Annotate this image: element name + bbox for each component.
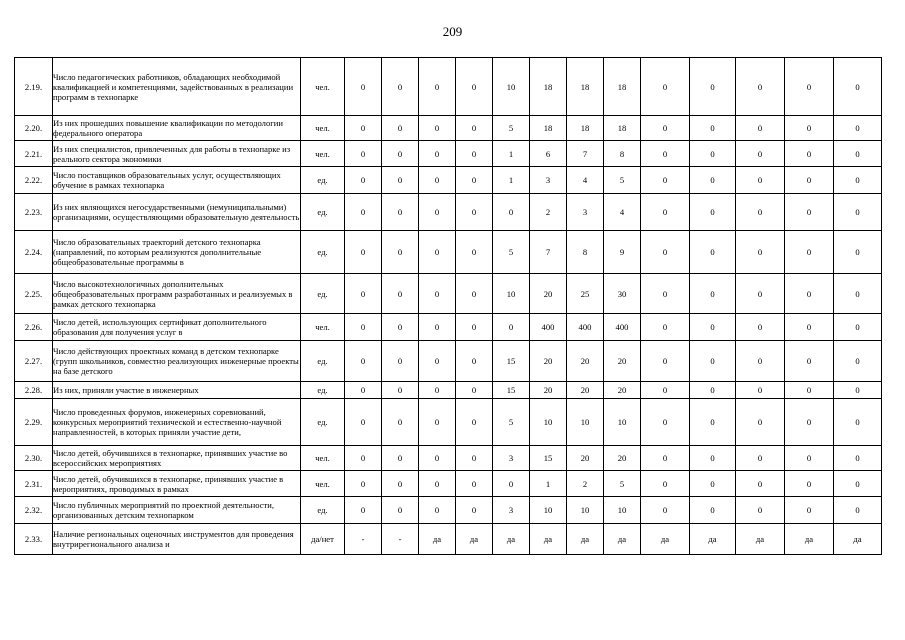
value-cell: 400 xyxy=(604,314,641,341)
unit-cell: ед. xyxy=(301,231,345,274)
value-cell: 0 xyxy=(382,274,419,314)
value-cell: 0 xyxy=(345,341,382,382)
value-cell: - xyxy=(345,524,382,555)
value-cell: 20 xyxy=(604,446,641,471)
value-cell: 0 xyxy=(641,399,690,446)
indicator-name: Число детей, обучившихся в технопарке, принявших участие во всероссийских мероприятиях xyxy=(53,446,301,471)
value-cell: 0 xyxy=(834,194,882,231)
value-cell: 18 xyxy=(567,58,604,116)
indicator-name: Из них, приняли участие в инженерных xyxy=(53,382,301,399)
value-cell: 0 xyxy=(834,58,882,116)
value-cell: 0 xyxy=(736,446,785,471)
value-cell: 0 xyxy=(785,382,834,399)
row-number: 2.20. xyxy=(15,116,53,141)
row-number: 2.28. xyxy=(15,382,53,399)
row-number: 2.24. xyxy=(15,231,53,274)
value-cell: да xyxy=(690,524,736,555)
value-cell: 0 xyxy=(382,231,419,274)
value-cell: 0 xyxy=(456,194,493,231)
value-cell: 0 xyxy=(785,116,834,141)
value-cell: да xyxy=(567,524,604,555)
value-cell: 0 xyxy=(736,399,785,446)
value-cell: 1 xyxy=(493,141,530,167)
value-cell: 0 xyxy=(382,314,419,341)
value-cell: 0 xyxy=(419,382,456,399)
unit-cell: ед. xyxy=(301,194,345,231)
value-cell: 0 xyxy=(736,58,785,116)
value-cell: 20 xyxy=(604,341,641,382)
value-cell: да xyxy=(641,524,690,555)
indicator-name: Число поставщиков образовательных услуг, осуществляющих обучение в рамках технопарка xyxy=(53,167,301,194)
row-number: 2.26. xyxy=(15,314,53,341)
unit-cell: чел. xyxy=(301,58,345,116)
value-cell: 2 xyxy=(530,194,567,231)
value-cell: 0 xyxy=(690,231,736,274)
value-cell: 0 xyxy=(456,446,493,471)
value-cell: 5 xyxy=(493,116,530,141)
value-cell: 0 xyxy=(690,382,736,399)
value-cell: 0 xyxy=(785,194,834,231)
value-cell: 0 xyxy=(382,341,419,382)
value-cell: 0 xyxy=(382,471,419,497)
value-cell: 18 xyxy=(530,116,567,141)
value-cell: 3 xyxy=(530,167,567,194)
value-cell: 0 xyxy=(785,497,834,524)
row-number: 2.33. xyxy=(15,524,53,555)
value-cell: да xyxy=(785,524,834,555)
value-cell: 20 xyxy=(567,341,604,382)
value-cell: 20 xyxy=(567,446,604,471)
table-row xyxy=(15,471,882,497)
value-cell: 0 xyxy=(736,314,785,341)
value-cell: 0 xyxy=(690,167,736,194)
unit-cell: чел. xyxy=(301,116,345,141)
value-cell: 10 xyxy=(604,497,641,524)
value-cell: 0 xyxy=(419,314,456,341)
value-cell: 0 xyxy=(641,116,690,141)
value-cell: 0 xyxy=(834,471,882,497)
value-cell: 6 xyxy=(530,141,567,167)
value-cell: 0 xyxy=(456,274,493,314)
unit-cell: ед. xyxy=(301,274,345,314)
value-cell: 0 xyxy=(345,446,382,471)
indicator-name: Из них специалистов, привлеченных для работы в технопарке из реального сектора экономики xyxy=(53,141,301,167)
value-cell: 0 xyxy=(690,497,736,524)
page-number: 209 xyxy=(442,24,463,39)
value-cell: 400 xyxy=(530,314,567,341)
value-cell: 0 xyxy=(456,116,493,141)
value-cell: 0 xyxy=(419,399,456,446)
indicator-name: Число публичных мероприятий по проектной деятельности, организованных детским технопарком xyxy=(53,497,301,524)
value-cell: 0 xyxy=(736,141,785,167)
value-cell: 0 xyxy=(456,471,493,497)
value-cell: 30 xyxy=(604,274,641,314)
value-cell: 0 xyxy=(690,58,736,116)
value-cell: 0 xyxy=(690,446,736,471)
table-row xyxy=(15,314,882,341)
table-row xyxy=(15,167,882,194)
value-cell: 0 xyxy=(834,116,882,141)
value-cell: 0 xyxy=(419,341,456,382)
value-cell: 0 xyxy=(834,446,882,471)
value-cell: 0 xyxy=(456,399,493,446)
value-cell: 0 xyxy=(419,231,456,274)
table-row xyxy=(15,194,882,231)
value-cell: 0 xyxy=(785,471,834,497)
value-cell: 0 xyxy=(345,382,382,399)
table-row xyxy=(15,231,882,274)
value-cell: 5 xyxy=(493,399,530,446)
value-cell: 0 xyxy=(736,194,785,231)
value-cell: 0 xyxy=(382,167,419,194)
value-cell: 0 xyxy=(834,141,882,167)
indicator-name: Число действующих проектных команд в детском технопарке (групп школьников, совместно реализующих инженерные проекты на базе детского xyxy=(53,341,301,382)
value-cell: 0 xyxy=(736,231,785,274)
value-cell: 0 xyxy=(419,497,456,524)
value-cell: 10 xyxy=(493,58,530,116)
indicator-name: Число образовательных траекторий детского технопарка (направлений, по которым реализуются дополнительные общеобразовательные программы в xyxy=(53,231,301,274)
value-cell: 1 xyxy=(530,471,567,497)
indicator-name: Число детей, обучившихся в технопарке, принявших участие в мероприятиях, проводимых в рамках xyxy=(53,471,301,497)
value-cell: 0 xyxy=(641,231,690,274)
value-cell: 15 xyxy=(530,446,567,471)
indicator-name: Из них являющихся негосударственными (немуниципальными) организациями, осуществляющими образовательную деятельность xyxy=(53,194,301,231)
value-cell: да xyxy=(736,524,785,555)
value-cell: 0 xyxy=(419,167,456,194)
value-cell: 0 xyxy=(382,399,419,446)
value-cell: да xyxy=(493,524,530,555)
value-cell: 0 xyxy=(834,231,882,274)
value-cell: 0 xyxy=(456,58,493,116)
value-cell: да xyxy=(456,524,493,555)
row-number: 2.27. xyxy=(15,341,53,382)
value-cell: 0 xyxy=(382,116,419,141)
value-cell: да xyxy=(530,524,567,555)
value-cell: 0 xyxy=(641,194,690,231)
row-number: 2.19. xyxy=(15,58,53,116)
value-cell: 0 xyxy=(345,314,382,341)
value-cell: 20 xyxy=(530,274,567,314)
row-number: 2.23. xyxy=(15,194,53,231)
value-cell: 15 xyxy=(493,382,530,399)
value-cell: да xyxy=(834,524,882,555)
value-cell: 0 xyxy=(456,231,493,274)
table-row xyxy=(15,446,882,471)
value-cell: 7 xyxy=(530,231,567,274)
value-cell: 0 xyxy=(690,274,736,314)
value-cell: 2 xyxy=(567,471,604,497)
value-cell: 0 xyxy=(456,141,493,167)
value-cell: 0 xyxy=(641,446,690,471)
value-cell: 3 xyxy=(567,194,604,231)
value-cell: 0 xyxy=(834,341,882,382)
indicator-name: Число педагогических работников, обладающих необходимой квалификацией и компетенциями, задействованных в реализации программ в технопарке xyxy=(53,58,301,116)
value-cell: 0 xyxy=(785,341,834,382)
value-cell: 0 xyxy=(785,446,834,471)
value-cell: 0 xyxy=(690,194,736,231)
unit-cell: да/нет xyxy=(301,524,345,555)
unit-cell: ед. xyxy=(301,382,345,399)
indicator-name: Число проведенных форумов, инженерных соревнований, конкурсных мероприятий технической и естественно-научной направленностей, в которых приняли участие дети, xyxy=(53,399,301,446)
value-cell: 10 xyxy=(493,274,530,314)
value-cell: 1 xyxy=(493,167,530,194)
value-cell: 0 xyxy=(382,141,419,167)
value-cell: 0 xyxy=(382,382,419,399)
value-cell: 0 xyxy=(419,116,456,141)
value-cell: 0 xyxy=(785,58,834,116)
value-cell: 0 xyxy=(690,341,736,382)
table-row xyxy=(15,341,882,382)
value-cell: 25 xyxy=(567,274,604,314)
value-cell: 0 xyxy=(456,167,493,194)
value-cell: да xyxy=(604,524,641,555)
value-cell: 0 xyxy=(834,274,882,314)
value-cell: 0 xyxy=(785,399,834,446)
row-number: 2.32. xyxy=(15,497,53,524)
value-cell: 0 xyxy=(345,167,382,194)
value-cell: 0 xyxy=(493,471,530,497)
value-cell: 18 xyxy=(530,58,567,116)
value-cell: 0 xyxy=(834,382,882,399)
value-cell: 0 xyxy=(456,497,493,524)
unit-cell: ед. xyxy=(301,497,345,524)
value-cell: 0 xyxy=(641,58,690,116)
value-cell: 0 xyxy=(345,399,382,446)
value-cell: 0 xyxy=(419,141,456,167)
unit-cell: чел. xyxy=(301,141,345,167)
table-row xyxy=(15,116,882,141)
value-cell: 0 xyxy=(641,382,690,399)
indicator-name: Наличие региональных оценочных инструментов для проведения внутрирегионального анализа и xyxy=(53,524,301,555)
indicators-table xyxy=(14,57,882,555)
value-cell: 9 xyxy=(604,231,641,274)
value-cell: 18 xyxy=(604,58,641,116)
value-cell: 0 xyxy=(345,471,382,497)
value-cell: 0 xyxy=(736,116,785,141)
value-cell: 0 xyxy=(785,167,834,194)
value-cell: 0 xyxy=(456,341,493,382)
row-number: 2.31. xyxy=(15,471,53,497)
value-cell: 0 xyxy=(690,314,736,341)
value-cell: 8 xyxy=(604,141,641,167)
value-cell: 0 xyxy=(736,167,785,194)
value-cell: 0 xyxy=(690,399,736,446)
value-cell: 0 xyxy=(345,141,382,167)
value-cell: 0 xyxy=(641,341,690,382)
value-cell: 0 xyxy=(834,314,882,341)
value-cell: 0 xyxy=(690,141,736,167)
value-cell: 0 xyxy=(382,194,419,231)
value-cell: 0 xyxy=(736,497,785,524)
value-cell: 20 xyxy=(604,382,641,399)
value-cell: 0 xyxy=(419,58,456,116)
value-cell: 0 xyxy=(736,471,785,497)
value-cell: 0 xyxy=(419,274,456,314)
unit-cell: чел. xyxy=(301,471,345,497)
value-cell: 0 xyxy=(641,314,690,341)
value-cell: 4 xyxy=(604,194,641,231)
value-cell: 0 xyxy=(834,497,882,524)
value-cell: 0 xyxy=(785,141,834,167)
value-cell: 0 xyxy=(419,446,456,471)
value-cell: 0 xyxy=(345,231,382,274)
value-cell: 0 xyxy=(382,497,419,524)
value-cell: 0 xyxy=(456,314,493,341)
value-cell: 3 xyxy=(493,497,530,524)
unit-cell: ед. xyxy=(301,399,345,446)
value-cell: 20 xyxy=(567,382,604,399)
value-cell: 0 xyxy=(345,194,382,231)
table-row xyxy=(15,141,882,167)
value-cell: 0 xyxy=(641,167,690,194)
value-cell: 0 xyxy=(785,314,834,341)
row-number: 2.30. xyxy=(15,446,53,471)
value-cell: 0 xyxy=(345,58,382,116)
value-cell: 0 xyxy=(736,274,785,314)
value-cell: 0 xyxy=(641,141,690,167)
value-cell: 0 xyxy=(419,194,456,231)
value-cell: 0 xyxy=(641,497,690,524)
value-cell: 10 xyxy=(567,399,604,446)
value-cell: 18 xyxy=(567,116,604,141)
unit-cell: чел. xyxy=(301,314,345,341)
value-cell: 8 xyxy=(567,231,604,274)
row-number: 2.29. xyxy=(15,399,53,446)
value-cell: 5 xyxy=(493,231,530,274)
value-cell: 0 xyxy=(419,471,456,497)
table-row xyxy=(15,58,882,116)
value-cell: 0 xyxy=(690,116,736,141)
value-cell: 0 xyxy=(345,116,382,141)
row-number: 2.22. xyxy=(15,167,53,194)
value-cell: 0 xyxy=(456,382,493,399)
indicator-name: Число высокотехнологичных дополнительных общеобразовательных программ разработанных и реализуемых в рамках детского технопарка xyxy=(53,274,301,314)
unit-cell: чел. xyxy=(301,446,345,471)
value-cell: 18 xyxy=(604,116,641,141)
table-row xyxy=(15,399,882,446)
value-cell: 5 xyxy=(604,167,641,194)
value-cell: да xyxy=(419,524,456,555)
indicator-name: Из них прошедших повышение квалификации по методологии федерального оператора xyxy=(53,116,301,141)
value-cell: 20 xyxy=(530,382,567,399)
value-cell: - xyxy=(382,524,419,555)
value-cell: 0 xyxy=(493,314,530,341)
value-cell: 0 xyxy=(382,446,419,471)
value-cell: 400 xyxy=(567,314,604,341)
row-number: 2.25. xyxy=(15,274,53,314)
value-cell: 5 xyxy=(604,471,641,497)
value-cell: 0 xyxy=(834,167,882,194)
unit-cell: ед. xyxy=(301,167,345,194)
value-cell: 10 xyxy=(530,399,567,446)
value-cell: 0 xyxy=(345,274,382,314)
value-cell: 4 xyxy=(567,167,604,194)
value-cell: 10 xyxy=(530,497,567,524)
value-cell: 0 xyxy=(834,399,882,446)
value-cell: 0 xyxy=(493,194,530,231)
value-cell: 0 xyxy=(690,471,736,497)
value-cell: 10 xyxy=(567,497,604,524)
table-row xyxy=(15,274,882,314)
value-cell: 20 xyxy=(530,341,567,382)
row-number: 2.21. xyxy=(15,141,53,167)
table-row xyxy=(15,524,882,555)
table-row xyxy=(15,382,882,399)
value-cell: 3 xyxy=(493,446,530,471)
value-cell: 0 xyxy=(785,231,834,274)
value-cell: 0 xyxy=(736,341,785,382)
value-cell: 0 xyxy=(382,58,419,116)
value-cell: 10 xyxy=(604,399,641,446)
value-cell: 0 xyxy=(785,274,834,314)
indicator-name: Число детей, использующих сертификат дополнительного образования для получения услуг в xyxy=(53,314,301,341)
value-cell: 0 xyxy=(641,274,690,314)
value-cell: 7 xyxy=(567,141,604,167)
value-cell: 0 xyxy=(345,497,382,524)
value-cell: 0 xyxy=(641,471,690,497)
value-cell: 0 xyxy=(736,382,785,399)
table-row xyxy=(15,497,882,524)
value-cell: 15 xyxy=(493,341,530,382)
unit-cell: ед. xyxy=(301,341,345,382)
